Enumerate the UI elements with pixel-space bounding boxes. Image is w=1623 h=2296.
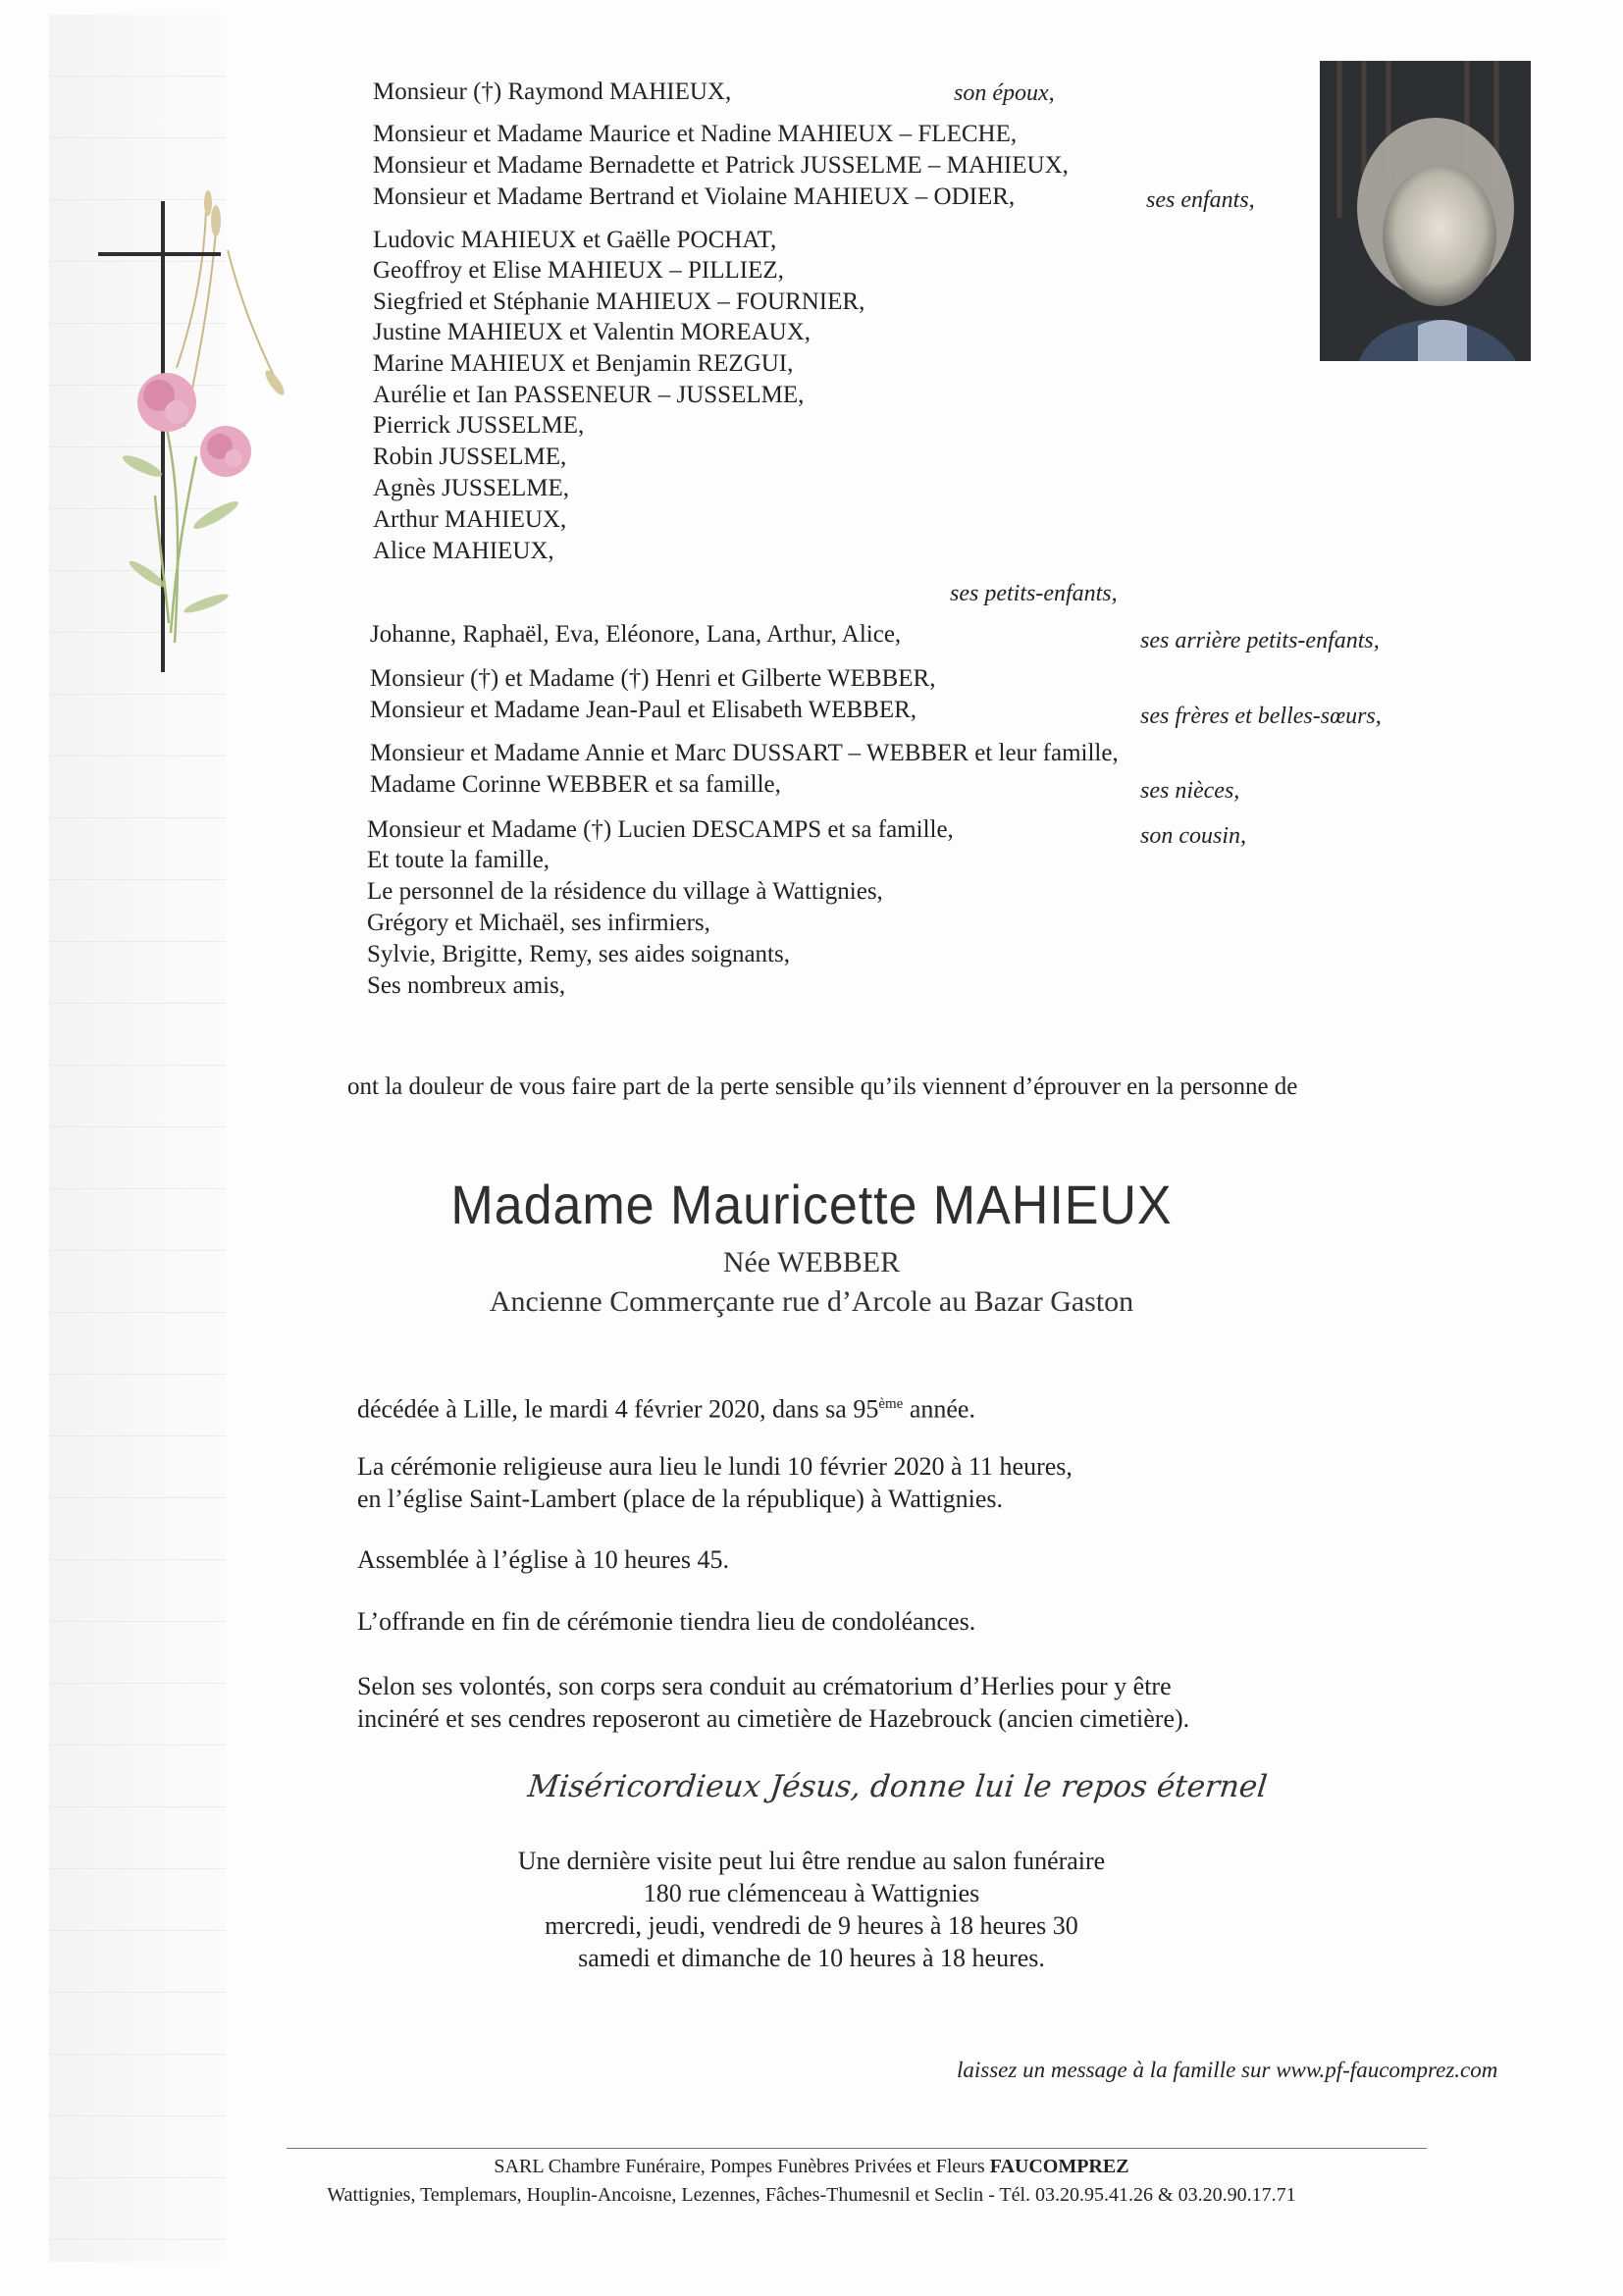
visit-line-3: mercredi, jeudi, vendredi de 9 heures à 18 heures 30 bbox=[545, 1911, 1078, 1940]
family-line: Pierrick JUSSELME, bbox=[373, 412, 585, 439]
death-ordinal: ème bbox=[878, 1396, 904, 1412]
online-message-note: laissez un message à la famille sur www.pf-faucomprez.com bbox=[957, 2058, 1498, 2082]
family-line: Monsieur et Madame Maurice et Nadine MAHIEUX – FLECHE, bbox=[373, 121, 1018, 147]
wishes-line-1: Selon ses volontés, son corps sera conduit au crématorium d’Herlies pour y être bbox=[357, 1672, 1172, 1700]
cross-with-flowers-illustration bbox=[69, 172, 285, 682]
family-line: Marine MAHIEUX et Benjamin REZGUI, bbox=[373, 350, 794, 377]
visit-line-2: 180 rue clémenceau à Wattignies bbox=[643, 1879, 980, 1907]
offering-note: L’offrande en fin de cérémonie tiendra lieu de condoléances. bbox=[357, 1607, 976, 1636]
family-line: Grégory et Michaël, ses infirmiers, bbox=[367, 910, 710, 936]
assembly-time: Assemblée à l’église à 10 heures 45. bbox=[357, 1545, 730, 1574]
family-line: Monsieur et Madame Bernadette et Patrick JUSSELME – MAHIEUX, bbox=[373, 152, 1069, 179]
family-line: Ludovic MAHIEUX et Gaëlle POCHAT, bbox=[373, 227, 777, 253]
occupation: Ancienne Commerçante rue d’Arcole au Bazar Gaston bbox=[489, 1285, 1134, 1318]
death-details bbox=[357, 1388, 975, 1426]
family-line: Monsieur (†) Raymond MAHIEUX, bbox=[373, 78, 732, 105]
family-line: Siegfried et Stéphanie MAHIEUX – FOURNIER, bbox=[373, 288, 865, 315]
family-line: Johanne, Raphaël, Eva, Eléonore, Lana, Arthur, Alice, bbox=[370, 621, 902, 648]
role-label: ses petits-enfants, bbox=[950, 581, 1118, 606]
footer-company-text: SARL Chambre Funéraire, Pompes Funèbres Privées et Fleurs bbox=[494, 2156, 990, 2177]
family-line: Justine MAHIEUX et Valentin MOREAUX, bbox=[373, 319, 812, 345]
prayer-line: Miséricordieux Jésus, donne lui le repos éternel bbox=[526, 1769, 1270, 1804]
role-label: ses enfants, bbox=[1146, 187, 1255, 213]
death-text: décédée à Lille, le mardi 4 février 2020, dans sa 95 bbox=[357, 1394, 879, 1424]
role-label: ses frères et belles-sœurs, bbox=[1140, 704, 1382, 729]
family-line: Geoffroy et Elise MAHIEUX – PILLIEZ, bbox=[373, 257, 784, 284]
family-line: Monsieur et Madame Annie et Marc DUSSART – WEBBER et leur famille, bbox=[370, 740, 1119, 766]
role-label: ses nièces, bbox=[1140, 778, 1240, 804]
family-line: Agnès JUSSELME, bbox=[373, 475, 570, 501]
wishes-line-2: incinéré et ses cendres reposeront au cimetière de Hazebrouck (ancien cimetière). bbox=[357, 1704, 1190, 1733]
family-line: Monsieur et Madame (†) Lucien DESCAMPS et sa famille, bbox=[367, 816, 954, 843]
family-line: Robin JUSSELME, bbox=[373, 444, 567, 470]
family-line: Madame Corinne WEBBER et sa famille, bbox=[370, 771, 781, 798]
death-suffix: année. bbox=[903, 1394, 975, 1424]
portrait-photo bbox=[1320, 61, 1531, 361]
footer-divider bbox=[287, 2148, 1427, 2149]
family-line: Aurélie et Ian PASSENEUR – JUSSELME, bbox=[373, 382, 805, 408]
visit-line-1: Une dernière visite peut lui être rendue au salon funéraire bbox=[517, 1847, 1106, 1875]
family-line: Ses nombreux amis, bbox=[367, 972, 566, 999]
role-label: son cousin, bbox=[1140, 823, 1246, 849]
footer-locations: Wattignies, Templemars, Houplin-Ancoisne, Lezennes, Fâches-Thumesnil et Seclin - Tél. 03.20.95.41.26 & 03.20.90.17.71 bbox=[327, 2184, 1296, 2206]
visit-line-4: samedi et dimanche de 10 heures à 18 heures. bbox=[578, 1944, 1045, 1972]
family-line: Arthur MAHIEUX, bbox=[373, 506, 567, 533]
family-line: Monsieur (†) et Madame (†) Henri et Gilberte WEBBER, bbox=[370, 665, 936, 692]
family-line: Monsieur et Madame Jean-Paul et Elisabeth WEBBER, bbox=[370, 697, 917, 723]
role-label: ses arrière petits-enfants, bbox=[1140, 628, 1380, 653]
ceremony-line-2: en l’église Saint-Lambert (place de la république) à Wattignies. bbox=[357, 1485, 1004, 1513]
family-line: Monsieur et Madame Bertrand et Violaine MAHIEUX – ODIER, bbox=[373, 183, 1016, 210]
role-label: son époux, bbox=[954, 80, 1055, 106]
family-line: Et toute la famille, bbox=[367, 847, 550, 873]
family-line: Sylvie, Brigitte, Remy, ses aides soignants, bbox=[367, 941, 790, 967]
ceremony-line-1: La cérémonie religieuse aura lieu le lundi 10 février 2020 à 11 heures, bbox=[357, 1452, 1073, 1481]
intro-sentence: ont la douleur de vous faire part de la perte sensible qu’ils viennent d’éprouver en la personne de bbox=[347, 1073, 1298, 1100]
portrait-image bbox=[1320, 61, 1531, 361]
deceased-name: Madame Mauricette MAHIEUX bbox=[450, 1174, 1173, 1235]
maiden-name: Née WEBBER bbox=[722, 1246, 901, 1278]
wheat-ears-icon bbox=[204, 190, 288, 397]
footer-company-name: FAUCOMPREZ bbox=[989, 2156, 1129, 2177]
family-line: Alice MAHIEUX, bbox=[373, 538, 554, 564]
family-line: Le personnel de la résidence du village à Wattignies, bbox=[367, 878, 883, 905]
footer-company bbox=[0, 2153, 1623, 2180]
